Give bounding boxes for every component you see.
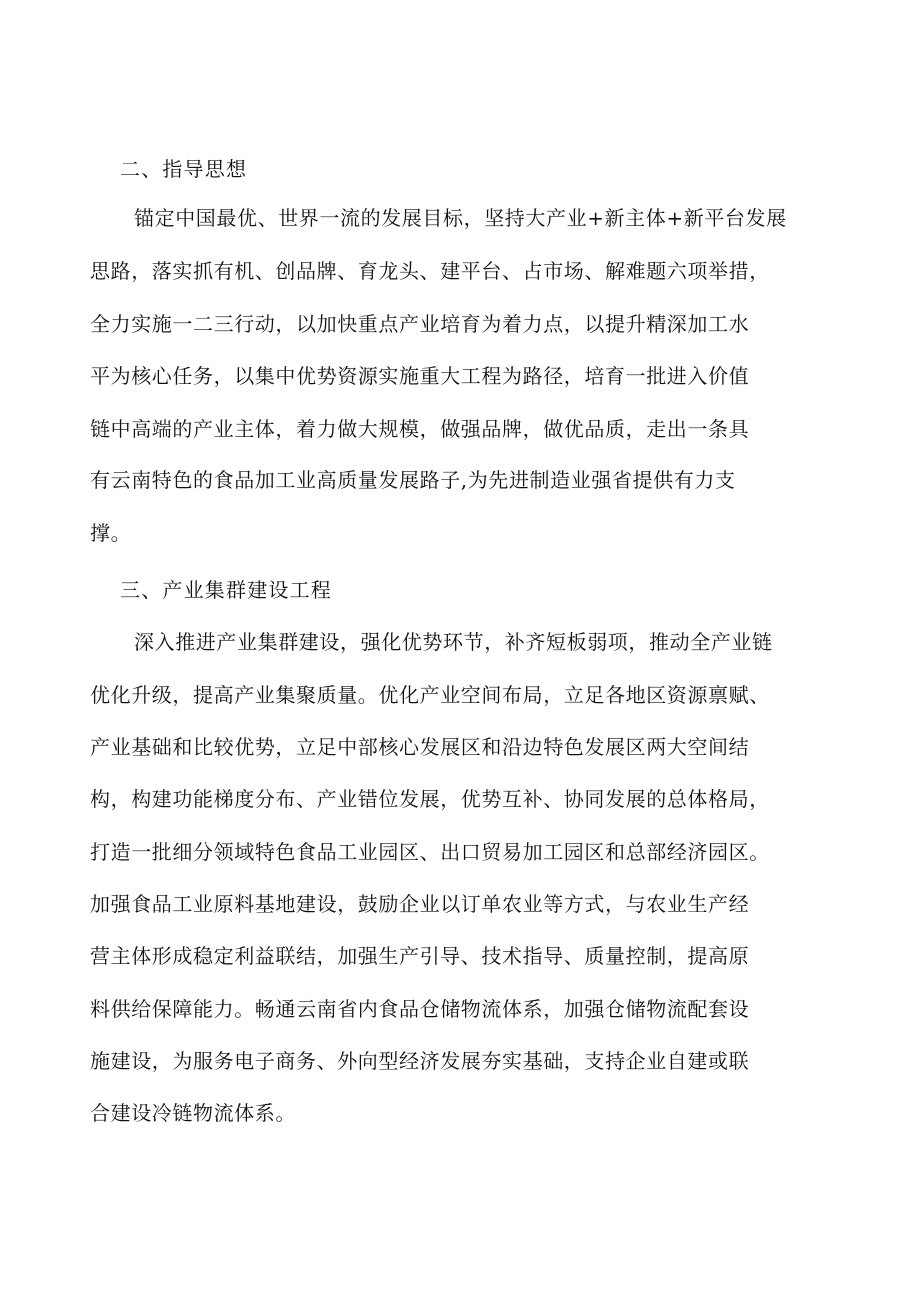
section-three-line: 施建设，为服务电子商务、外向型经济发展夯实基础，支持企业自建或联 [90, 1049, 750, 1073]
section-two-line: 链中高端的产业主体，着力做大规模，做强品牌，做优品质，走出一条具 [90, 417, 750, 441]
section-three-line: 料供给保障能力。畅通云南省内食品仓储物流体系，加强仓储物流配套设 [90, 997, 750, 1021]
section-three-line: 营主体形成稳定利益联结，加强生产引导、技术指导、质量控制，提高原 [90, 944, 750, 968]
section-two-line: 有云南特色的食品加工业高质量发展路子,为先进制造业强省提供有力支 [90, 468, 736, 492]
section-three-heading: 三、产业集群建设工程 [120, 578, 332, 602]
section-two-line: 锚定中国最优、世界一流的发展目标，坚持大产业+新主体+新平台发展 [134, 206, 787, 230]
section-three-line: 打造一批细分领域特色食品工业园区、出口贸易加工园区和总部经济园区。 [90, 840, 770, 864]
section-three-line: 加强食品工业原料基地建设，鼓励企业以订单农业等方式，与农业生产经 [90, 892, 750, 916]
section-three-line: 产业基础和比较优势，立足中部核心发展区和沿边特色发展区两大空间结 [90, 735, 750, 759]
section-two-line: 平为核心任务，以集中优势资源实施重大工程为路径，培育一批进入价值 [90, 364, 750, 388]
section-three-line: 深入推进产业集群建设，强化优势环节，补齐短板弱项，推动全产业链 [134, 630, 773, 654]
section-three-line: 优化升级，提高产业集聚质量。优化产业空间布局，立足各地区资源禀赋、 [90, 683, 770, 707]
section-two-line: 全力实施一二三行动，以加快重点产业培育为着力点，以提升精深加工水 [90, 312, 750, 336]
section-two-line: 撑。 [90, 521, 132, 545]
section-two-line: 思路，落实抓有机、创品牌、育龙头、建平台、占市场、解难题六项举措， [90, 259, 770, 283]
section-two-heading: 二、指导思想 [120, 157, 248, 181]
section-three-line: 合建设冷链物流体系。 [90, 1101, 296, 1125]
section-three-line: 构，构建功能梯度分布、产业错位发展，优势互补、协同发展的总体格局， [90, 787, 770, 811]
